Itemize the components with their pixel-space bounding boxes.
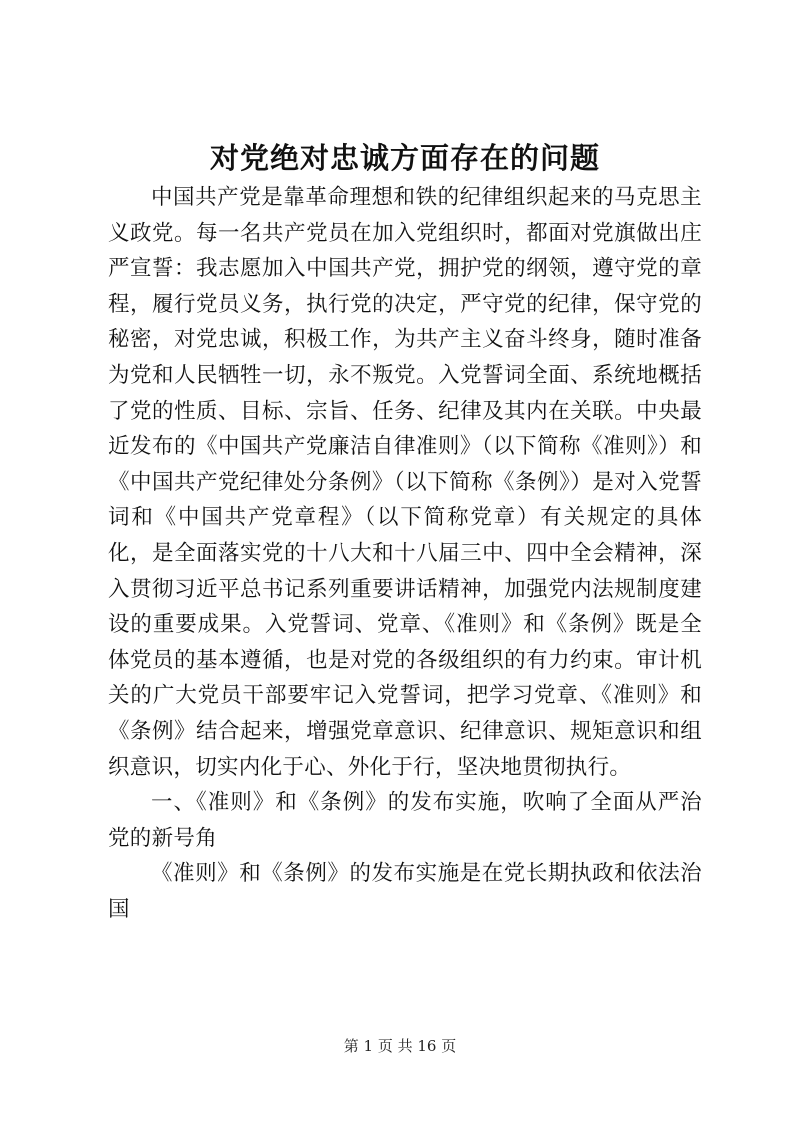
body-paragraph-intro: 中国共产党是靠革命理想和铁的纪律组织起来的马克思主义政党。每一名共产党员在加入党组织时，都面对党旗做出庄严宣誓：我志愿加入中国共产党，拥护党的纲领，遵守党的章程，履行党员义务，执行党的决定，严守党的纪律，保守党的秘密，对党忠诚，积极工作，为共产主义奋斗终身，随时准备为党和人民牺牲一切，永不叛党。入党誓词全面、系统地概括了党的性质、目标、宗旨、任务、纪律及其内在关联。中央最近发布的《中国共产党廉洁自律准则》（以下简称《准则》）和《中国共产党纪律处分条例》（以下简称《条例》）是对入党誓词和《中国共产党章程》（以下简称党章）有关规定的具体化，是全面落实党的十八大和十八届三中、四中全会精神，深入贯彻习近平总书记系列重要讲话精神，加强党内法规制度建设的重要成果。入党誓词、党章、《准则》和《条例》既是全体党员的基本遵循，也是对党的各级组织的有力约束。审计机关的广大党员干部要牢记入党誓词，把学习党章、《准则》和《条例》结合起来，增强党章意识、纪律意识、规矩意识和组织意识，切实内化于心、外化于行，坚决地贯彻执行。 <box>108 185 702 780</box>
section-heading-1: 一、《准则》和《条例》的发布实施，吹响了全面从严治党的新号角 <box>108 790 702 851</box>
document-title: 对党绝对忠诚方面存在的问题 <box>209 141 600 175</box>
page-footer <box>0 1036 800 1056</box>
body-paragraph-section-1: 《准则》和《条例》的发布实施是在党长期执政和依法治国 <box>108 861 702 922</box>
page-number-label: 第 1 页 共 16 页 <box>343 1037 457 1055</box>
